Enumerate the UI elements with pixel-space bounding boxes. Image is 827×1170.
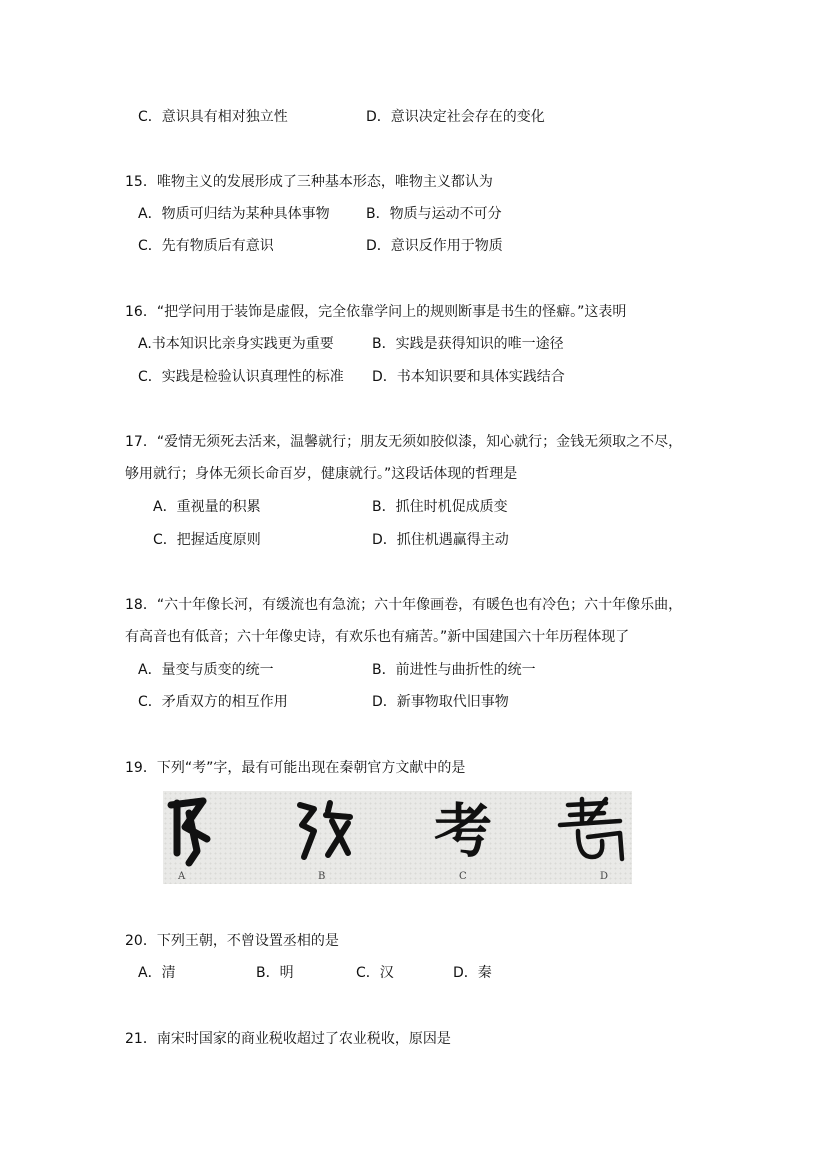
- q14-option-c: C．意识具有相对独立性: [138, 109, 288, 125]
- q16-option-b: B．实践是获得知识的唯一途径: [372, 336, 564, 352]
- q20-option-a: A．清: [138, 965, 176, 981]
- q15-option-c: C．先有物质后有意识: [138, 238, 274, 254]
- q18-stem-line2: 有高音也有低音；六十年像史诗，有欢乐也有痛苦。”新中国建国六十年历程体现了: [125, 629, 630, 645]
- q17-option-a: A．重视量的积累: [153, 499, 261, 515]
- q18-option-d: D．新事物取代旧事物: [372, 694, 509, 710]
- q18-option-c: C．矛盾双方的相互作用: [138, 694, 288, 710]
- glyph-a-image: [163, 791, 253, 871]
- glyph-c-image: [418, 791, 508, 871]
- q17-option-d: D．抓住机遇赢得主动: [372, 532, 509, 548]
- q15-option-a: A．物质可归结为某种具体事物: [138, 206, 330, 222]
- glyph-d-image: [548, 791, 638, 871]
- glyph-b-svg: [278, 791, 368, 871]
- q20-stem: 20．下列王朝，不曾设置丞相的是: [125, 933, 339, 949]
- glyph-label-a: A: [178, 871, 186, 882]
- glyph-d-svg: [548, 791, 638, 871]
- q20-option-d: D．秦: [453, 965, 492, 981]
- q19-stem: 19．下列“考”字，最有可能出现在秦朝官方文献中的是: [125, 760, 466, 776]
- q18-option-a: A．量变与质变的统一: [138, 662, 274, 678]
- q17-option-c: C．把握适度原则: [153, 532, 261, 548]
- q16-option-a: A.书本知识比亲身实践更为重要: [138, 336, 334, 352]
- q16-option-c: C．实践是检验认识真理性的标准: [138, 369, 344, 385]
- glyph-b-image: [278, 791, 368, 871]
- q17-stem-line1: 17．“爱情无须死去活来，温馨就行；朋友无须如胶似漆，知心就行；金钱无须取之不尽，: [125, 434, 683, 450]
- q17-option-b: B．抓住时机促成质变: [372, 499, 508, 515]
- q18-option-b: B．前进性与曲折性的统一: [372, 662, 536, 678]
- q19-glyph-image: [163, 791, 632, 884]
- q16-option-d: D．书本知识要和具体实践结合: [372, 369, 565, 385]
- q16-stem: 16．“把学问用于装饰是虚假，完全依靠学问上的规则断事是书生的怪癖。”这表明: [125, 304, 627, 320]
- q18-stem-line1: 18．“六十年像长河，有缓流也有急流；六十年像画卷，有暖色也有冷色；六十年像乐曲，: [125, 597, 683, 613]
- q21-stem: 21．南宋时国家的商业税收超过了农业税收，原因是: [125, 1031, 451, 1047]
- glyph-a-svg: [163, 791, 253, 871]
- q15-stem: 15．唯物主义的发展形成了三种基本形态，唯物主义都认为: [125, 174, 493, 190]
- q15-option-d: D．意识反作用于物质: [366, 238, 503, 254]
- q20-option-b: B．明: [256, 965, 294, 981]
- q15-option-b: B．物质与运动不可分: [366, 206, 502, 222]
- q17-stem-line2: 够用就行；身体无须长命百岁，健康就行。”这段话体现的哲理是: [125, 466, 518, 482]
- glyph-label-b: B: [318, 871, 326, 882]
- q20-option-c: C．汉: [356, 965, 394, 981]
- glyph-label-d: D: [600, 871, 609, 882]
- glyph-c-char: 考: [433, 797, 492, 865]
- q14-option-d: D．意识决定社会存在的变化: [366, 109, 545, 125]
- glyph-label-c: C: [459, 871, 467, 882]
